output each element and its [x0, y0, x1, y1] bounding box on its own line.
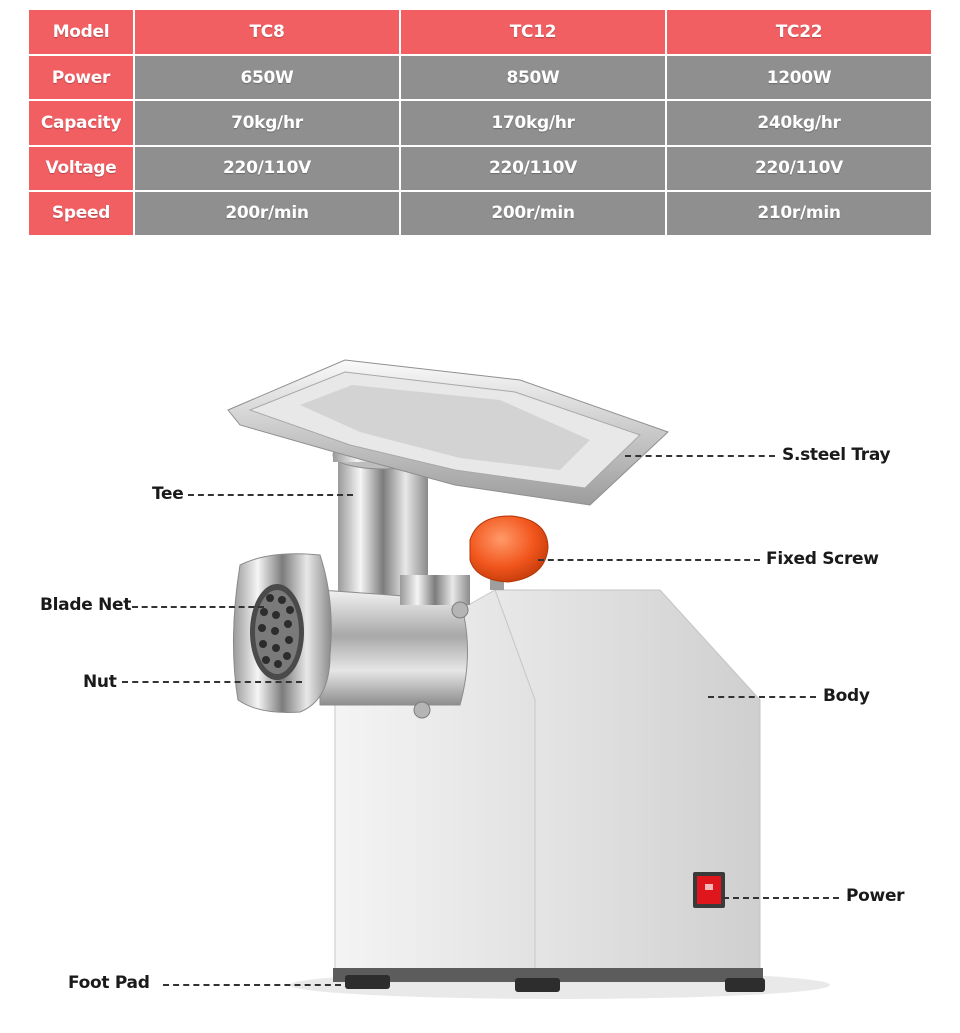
table-cell: 170kg/hr [400, 100, 666, 145]
row-label: Power [28, 55, 134, 100]
row-label: Capacity [28, 100, 134, 145]
table-cell: 210r/min [666, 191, 932, 236]
body-callout: Body [823, 686, 870, 706]
header-model: Model [28, 9, 134, 55]
header-tc12: TC12 [400, 9, 666, 55]
table-cell: 220/110V [400, 146, 666, 191]
table-cell: 200r/min [400, 191, 666, 236]
power-callout: Power [846, 886, 905, 906]
header-tc22: TC22 [666, 9, 932, 55]
spec-row-speed [28, 191, 932, 236]
spec-row-power [28, 55, 932, 100]
fixed-screw-leader [538, 559, 760, 561]
foot-pad-callout: Foot Pad [68, 973, 150, 993]
spec-table [27, 8, 933, 237]
blade-net-leader [132, 606, 264, 608]
foot-pad-leader [163, 984, 341, 986]
spec-header-row [28, 9, 932, 55]
nut-leader [122, 681, 302, 683]
table-cell: 1200W [666, 55, 932, 100]
blade-net-callout: Blade Net [40, 595, 132, 615]
fixed-screw-callout: Fixed Screw [766, 549, 879, 569]
table-cell: 220/110V [666, 146, 932, 191]
tray-callout: S.steel Tray [782, 445, 891, 465]
table-cell: 70kg/hr [134, 100, 400, 145]
spec-row-capacity [28, 100, 932, 145]
tee-callout: Tee [152, 484, 184, 504]
header-tc8: TC8 [134, 9, 400, 55]
table-cell: 650W [134, 55, 400, 100]
tee-leader [188, 494, 353, 496]
row-label: Speed [28, 191, 134, 236]
body-leader [708, 696, 816, 698]
tray-leader [625, 455, 775, 457]
nut-callout: Nut [83, 672, 117, 692]
power-leader [723, 897, 839, 899]
meat-grinder-illustration [0, 250, 960, 1033]
table-cell: 240kg/hr [666, 100, 932, 145]
table-cell: 200r/min [134, 191, 400, 236]
table-cell: 850W [400, 55, 666, 100]
table-cell: 220/110V [134, 146, 400, 191]
row-label: Voltage [28, 146, 134, 191]
spec-row-voltage [28, 146, 932, 191]
